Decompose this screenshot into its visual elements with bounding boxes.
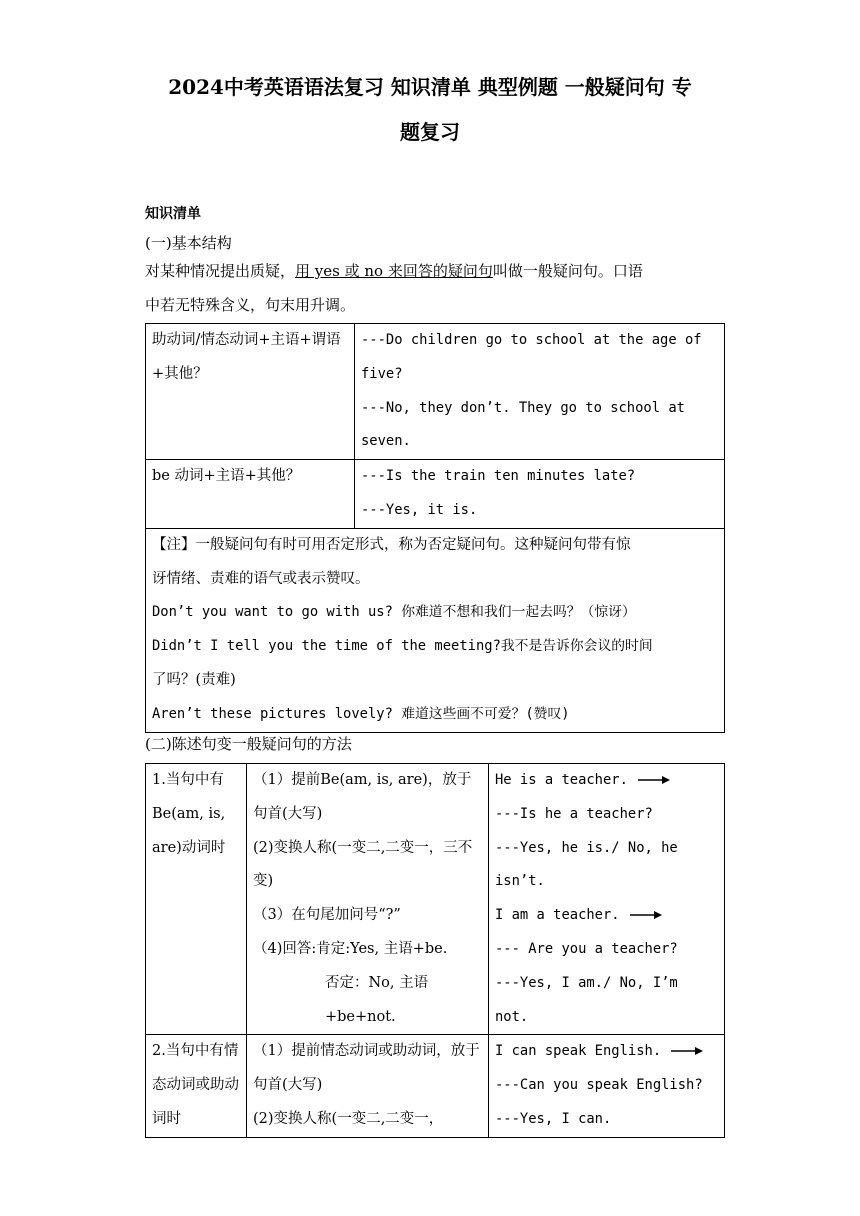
note-text: 【注】一般疑问句有时可用否定形式，称为否定疑问句。这种疑问句带有惊: [152, 536, 631, 553]
note-example: Aren’t these pictures lovely? 难道这些画不可爱？(赞叹): [152, 705, 570, 722]
document-title-line-2: 题复习: [400, 120, 460, 144]
intro-text-b: 叫做一般疑问句。口语: [492, 262, 643, 280]
note-example: 了吗？(责难): [152, 671, 236, 688]
intro-underlined: 用 yes 或 no 来回答的疑问句: [295, 262, 493, 280]
example-line: ---Is he a teacher?: [495, 805, 653, 822]
example-line: [495, 899, 718, 933]
case-cell: [146, 764, 247, 1035]
note-text: 讶情绪、责难的语气或表示赞叹。: [152, 570, 370, 587]
arrow-right-icon: [638, 775, 670, 785]
structure-cell: [146, 324, 355, 460]
example-cell: [355, 324, 725, 460]
note-cell: [146, 528, 725, 732]
structure-cell: [146, 460, 355, 529]
part1-intro: [145, 254, 725, 288]
case-cell: [146, 1035, 247, 1137]
example-line: ---Yes, I am./ No, I’m not.: [495, 974, 678, 1025]
part2-heading: (二)陈述句变一般疑问句的方法: [145, 735, 352, 753]
example-line: ---No, they don’t. They go to school at seven.: [361, 399, 685, 450]
step-text: （3）在句尾加问号“?”: [253, 907, 401, 924]
steps-cell: [247, 1035, 489, 1137]
table-row: [146, 764, 725, 1035]
example-line: [495, 764, 718, 798]
basic-structure-table: [145, 323, 725, 733]
example-text: He is a teacher.: [495, 772, 628, 788]
case-text: 1.当句中有Be(am, is, are)动词时: [152, 772, 226, 856]
document-title-line-1: 2024中考英语语法复习 知识清单 典型例题 一般疑问句 专: [168, 75, 692, 99]
part1-intro-line2: 中若无特殊含义，句末用升调。: [145, 296, 356, 314]
table-row: [146, 528, 725, 732]
arrow-right-icon: [671, 1046, 703, 1056]
table-row: [146, 324, 725, 460]
example-line: ---Can you speak English?: [495, 1077, 703, 1094]
section-heading: 知识清单: [145, 206, 201, 222]
steps-cell: [247, 764, 489, 1035]
examples-cell: [489, 764, 725, 1035]
note-example: Didn’t I tell you the time of the meeting?我不是告诉你会议的时间: [152, 638, 653, 655]
step-text: （1）提前Be(am, is, are)，放于句首(大写): [253, 772, 472, 822]
structure-text: be 动词+主语+其他？: [152, 468, 301, 485]
intro-text-a: 对某种情况提出质疑，: [145, 262, 296, 280]
example-line: ---Yes, I can.: [495, 1110, 612, 1127]
example-line: ---Is the train ten minutes late?: [361, 468, 636, 485]
examples-cell: [489, 1035, 725, 1137]
table-row: [146, 460, 725, 529]
part1-heading: (一)基本结构: [145, 234, 232, 252]
step-text: 否定：No, 主语+be+not.: [325, 974, 429, 1025]
step-text: (2)变换人称(一变二,二变一，: [253, 1110, 444, 1127]
table-row: [146, 1035, 725, 1137]
note-example: Don’t you want to go with us? 你难道不想和我们一起去吗？（惊讶）: [152, 604, 636, 621]
step-text: (2)变换人称(一变二,二变一，三不变): [253, 839, 473, 890]
conversion-method-table: [145, 763, 725, 1138]
case-text: 2.当句中有情态动词或助动词时: [152, 1043, 239, 1127]
arrow-right-icon: [630, 910, 662, 920]
structure-text: 助动词/情态动词+主语+谓语+其他？: [152, 332, 341, 382]
step-text: （1）提前情态动词或助动词，放于句首(大写): [253, 1043, 480, 1094]
step-text: （4)回答:肯定:Yes, 主语+be.: [253, 940, 448, 957]
example-line: ---Yes, he is./ No, he isn’t.: [495, 839, 678, 890]
example-line: ---Do children go to school at the age of five?: [361, 332, 702, 382]
example-line: ---Yes, it is.: [361, 501, 478, 518]
example-text: I can speak English.: [495, 1043, 662, 1060]
example-line: [495, 1035, 718, 1069]
example-line: --- Are you a teacher?: [495, 940, 678, 957]
example-text: I am a teacher.: [495, 907, 620, 924]
example-cell: [355, 460, 725, 529]
